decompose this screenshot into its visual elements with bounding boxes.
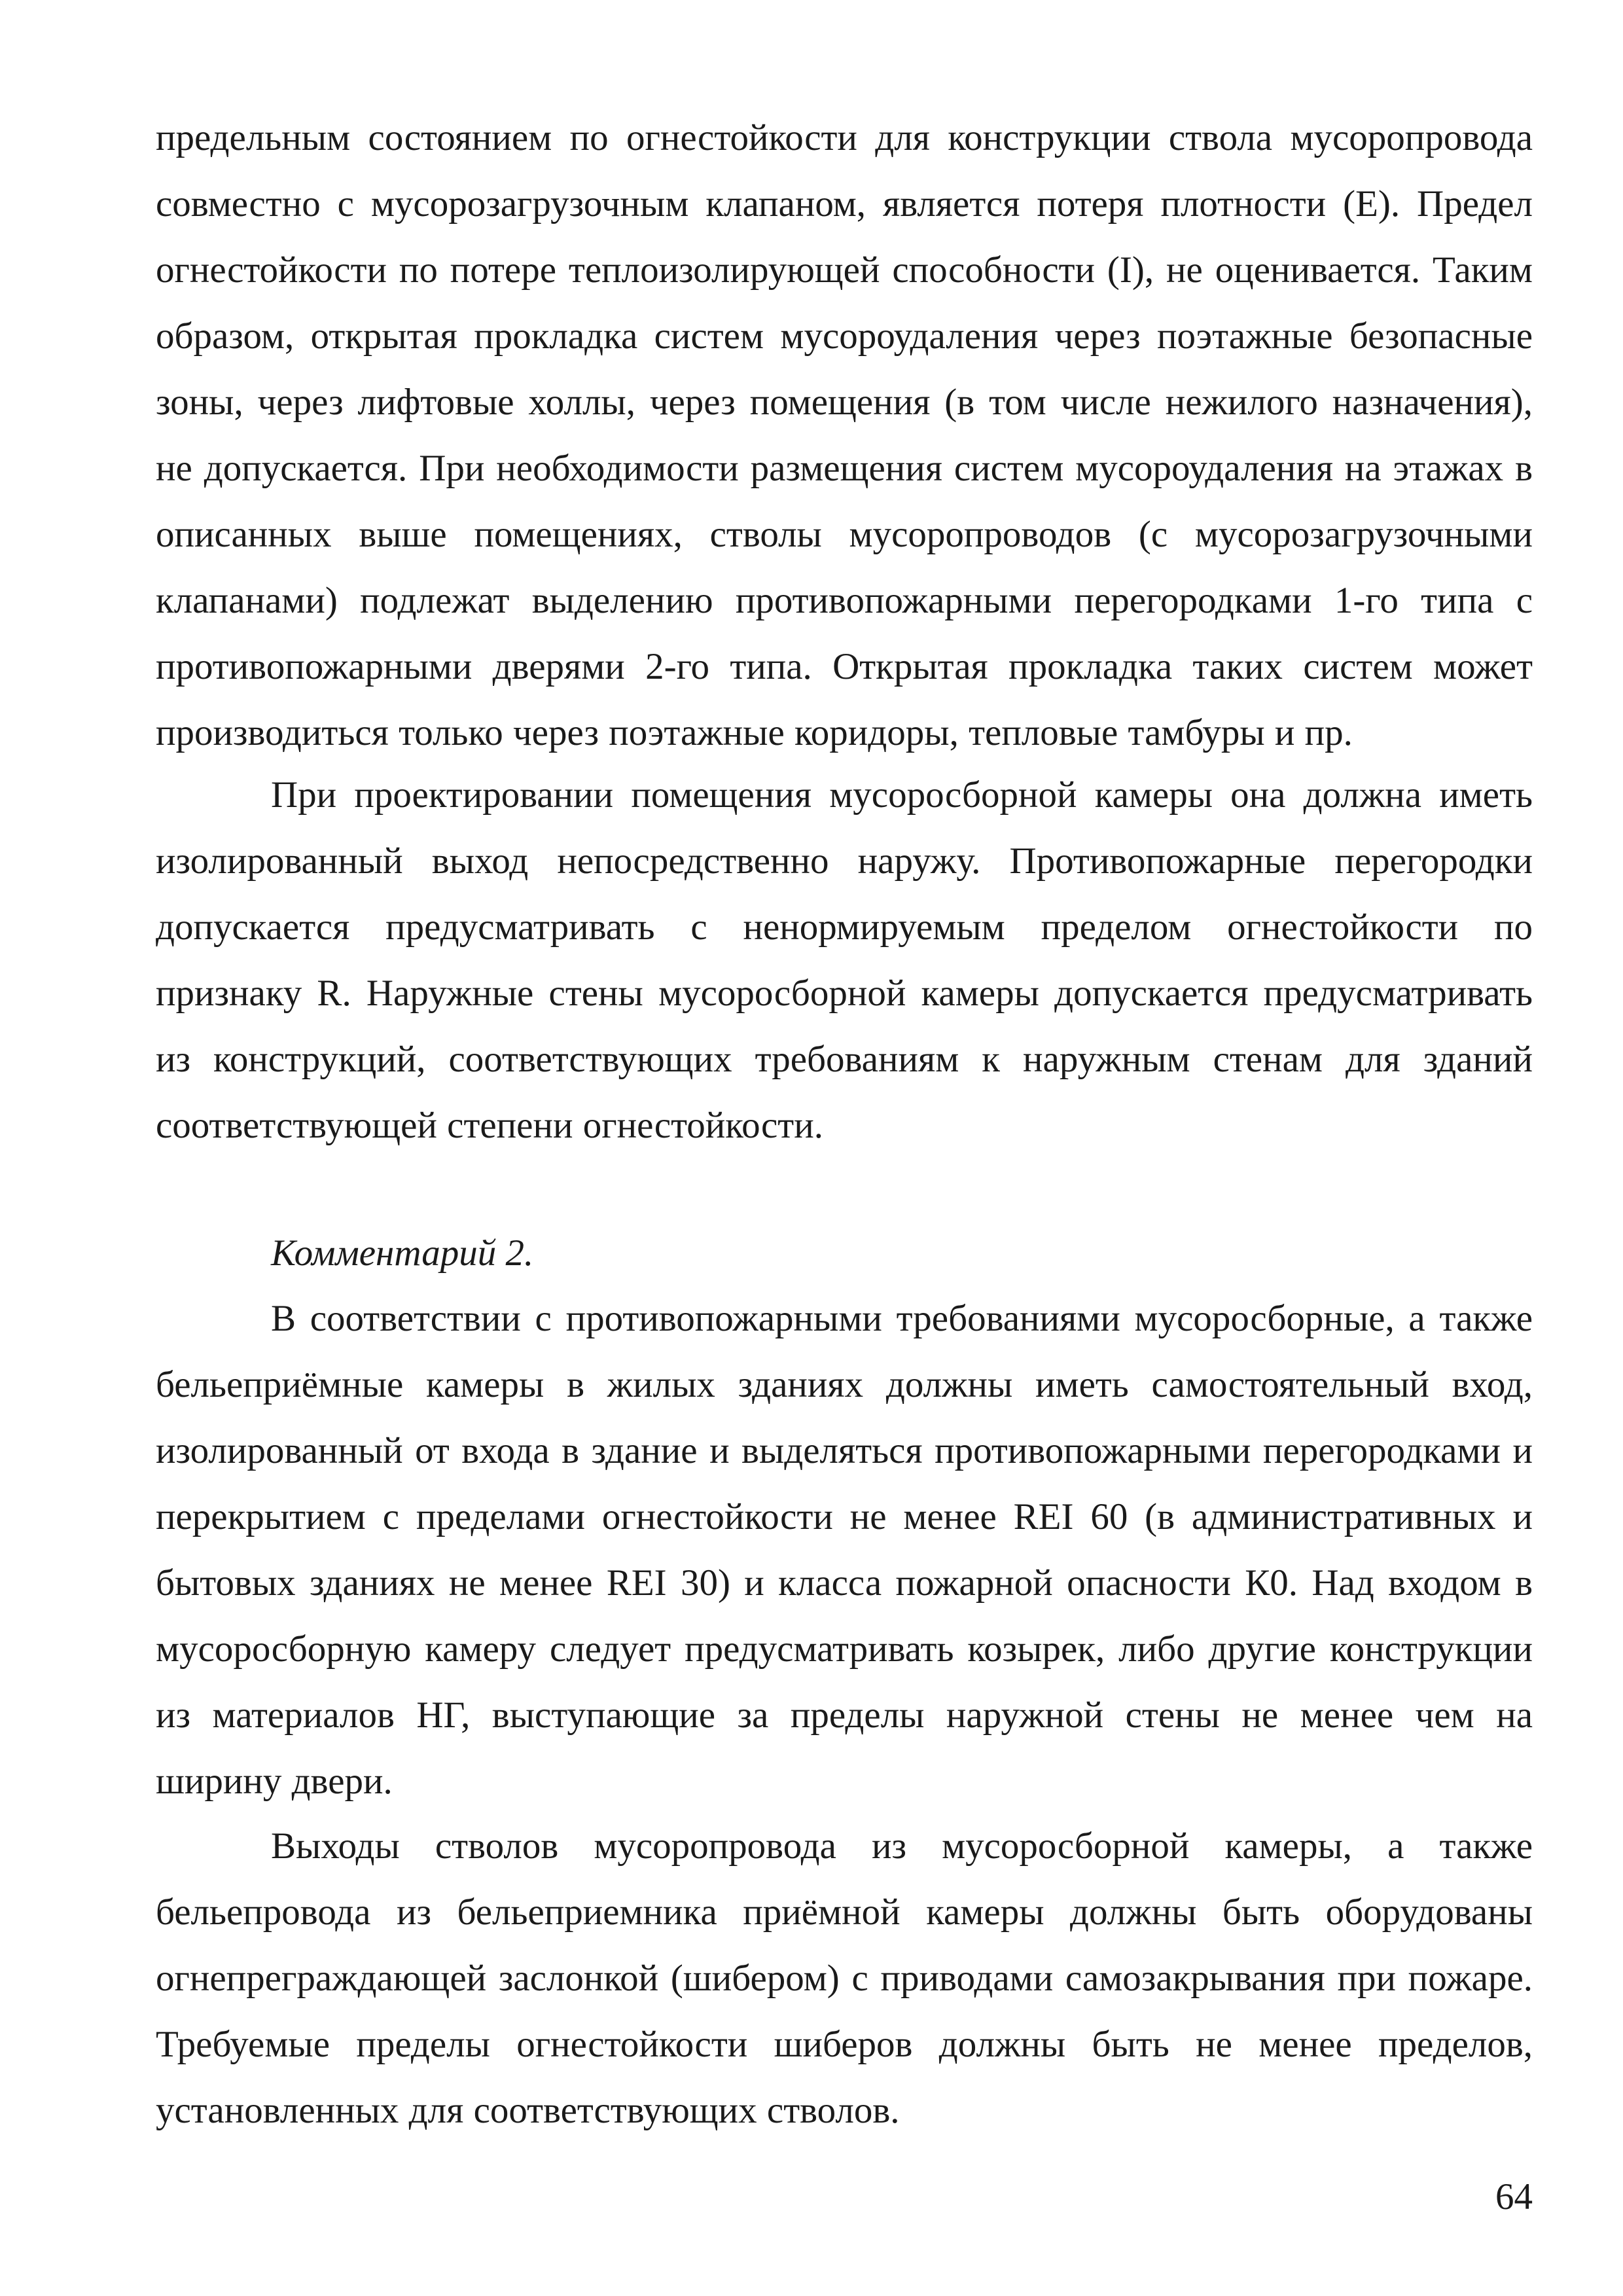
- page-number: 64: [1495, 2176, 1533, 2217]
- paragraph-continuation: предельным состоянием по огнестойкости для конструкции ствола мусоропровода совместно с мусорозагрузочным клапаном, является потеря плотности (E). Предел огнестойкости по потере теплоизолирующей способности (I), не оценивается. Таким образом, открытая прокладка систем мусороудаления через поэтажные безопасные зоны, через лифтовые холлы, через помещения (в том числе нежилого назначения), не допускается. При необходимости размещения систем мусороудаления на этажах в описанных выше помещениях, стволы мусоропроводов (с мусорозагрузочными клапанами) подлежат выделению противопожарными перегородками 1-го типа с противопожарными дверями 2-го типа. Открытая прокладка таких систем может производиться только через поэтажные коридоры, тепловые тамбуры и пр.: [156, 117, 1533, 753]
- paragraph-garbage-chamber: При проектировании помещения мусоросборной камеры она должна иметь изолированный выход непосредственно наружу. Противопожарные перегородки допускается предусматривать с ненормируемым пределом огнестойкости по признаку R. Наружные стены мусоросборной камеры допускается предусматривать из конструкций, соответствующих требованиям к наружным стенам для зданий соответствующей степени огнестойкости.: [156, 774, 1533, 1146]
- paragraph-comment-shutters: Выходы стволов мусоропровода из мусоросборной камеры, а также бельепровода из бельеприемника приёмной камеры должны быть оборудованы огнепреграждающей заслонкой (шибером) с приводами самозакрывания при пожаре. Требуемые пределы огнестойкости шиберов должны быть не менее пределов, установленных для соответствующих стволов.: [156, 1825, 1533, 2131]
- comment-heading: Комментарий 2.: [271, 1232, 534, 1274]
- paragraph-comment-requirements: В соответствии с противопожарными требованиями мусоросборные, а также бельеприёмные камеры в жилых зданиях должны иметь самостоятельный вход, изолированный от входа в здание и выделяться противопожарными перегородками и перекрытием с пределами огнестойкости не менее REI 60 (в административных и бытовых зданиях не менее REI 30) и класса пожарной опасности К0. Над входом в мусоросборную камеру следует предусматривать козырек, либо другие конструкции из материалов НГ, выступающие за пределы наружной стены не менее чем на ширину двери.: [156, 1298, 1533, 1802]
